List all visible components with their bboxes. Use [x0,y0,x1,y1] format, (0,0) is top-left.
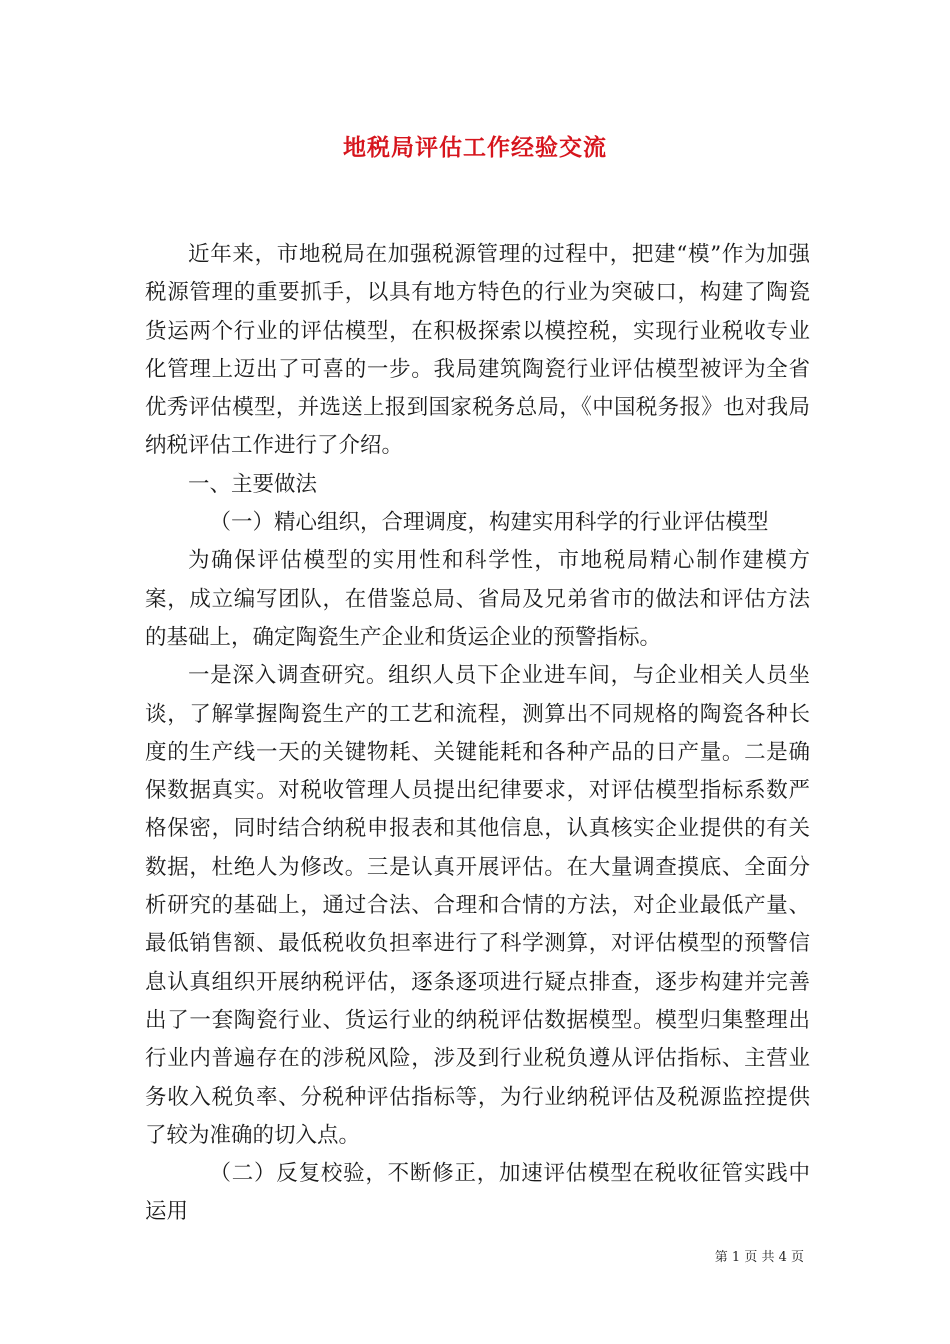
subsection-heading-1: （一）精心组织，合理调度，构建实用科学的行业评估模型 [209,510,769,536]
page-number: 第 1 页 共 4 页 [714,1250,804,1265]
paragraph-three-measures: 一是深入调查研究。组织人员下企业进车间，与企业相关人员坐谈，了解掌握陶瓷生产的工艺和流程，测算出不同规格的陶瓷各种长度的生产线一天的关键物耗、关键能耗和各种产品的日产量。二是确保数据真实。对税收管理人员提出纪律要求，对评估模型指标系数严格保密，同时结合纳税申报表和其他信息，认真核实企业提供的有关数据，杜绝人为修改。三是认真开展评估。在大量调查摸底、全面分析研究的基础上，通过合法、合理和合情的方法，对企业最低产量、最低销售额、最低税收负担率进行了科学测算，对评估模型的预警信息认真组织开展纳税评估，逐条逐项进行疑点排查，逐步构建并完善出了一套陶瓷行业、货运行业的纳税评估数据模型。模型归集整理出行业内普遍存在的涉税风险，涉及到行业税负遵从评估指标、主营业务收入税负率、分税种评估指标等，为行业纳税评估及税源监控提供了较为准确的切入点。 [145,663,810,1148]
document-body [145,236,810,1232]
subsection-heading-2: （二）反复校验，不断修正，加速评估模型在税收征管实践中运用 [145,1161,810,1225]
section-heading-main-practices: 一、主要做法 [188,471,318,497]
paragraph-intro: 近年来，市地税局在加强税源管理的过程中，把建“模”作为加强税源管理的重要抓手，以具有地方特色的行业为突破口，构建了陶瓷货运两个行业的评估模型，在积极探索以模控税，实现行业税收专业化管理上迈出了可喜的一步。我局建筑陶瓷行业评估模型被评为全省优秀评估模型，并选送上报到国家税务总局，《中国税务报》也对我局纳税评估工作进行了介绍。 [145,242,810,459]
paragraph-modeling-plan: 为确保评估模型的实用性和科学性，市地税局精心制作建模方案，成立编写团队，在借鉴总局、省局及兄弟省市的做法和评估方法的基础上，确定陶瓷生产企业和货运企业的预警指标。 [145,548,810,650]
document-title: 地税局评估工作经验交流 [343,134,607,161]
